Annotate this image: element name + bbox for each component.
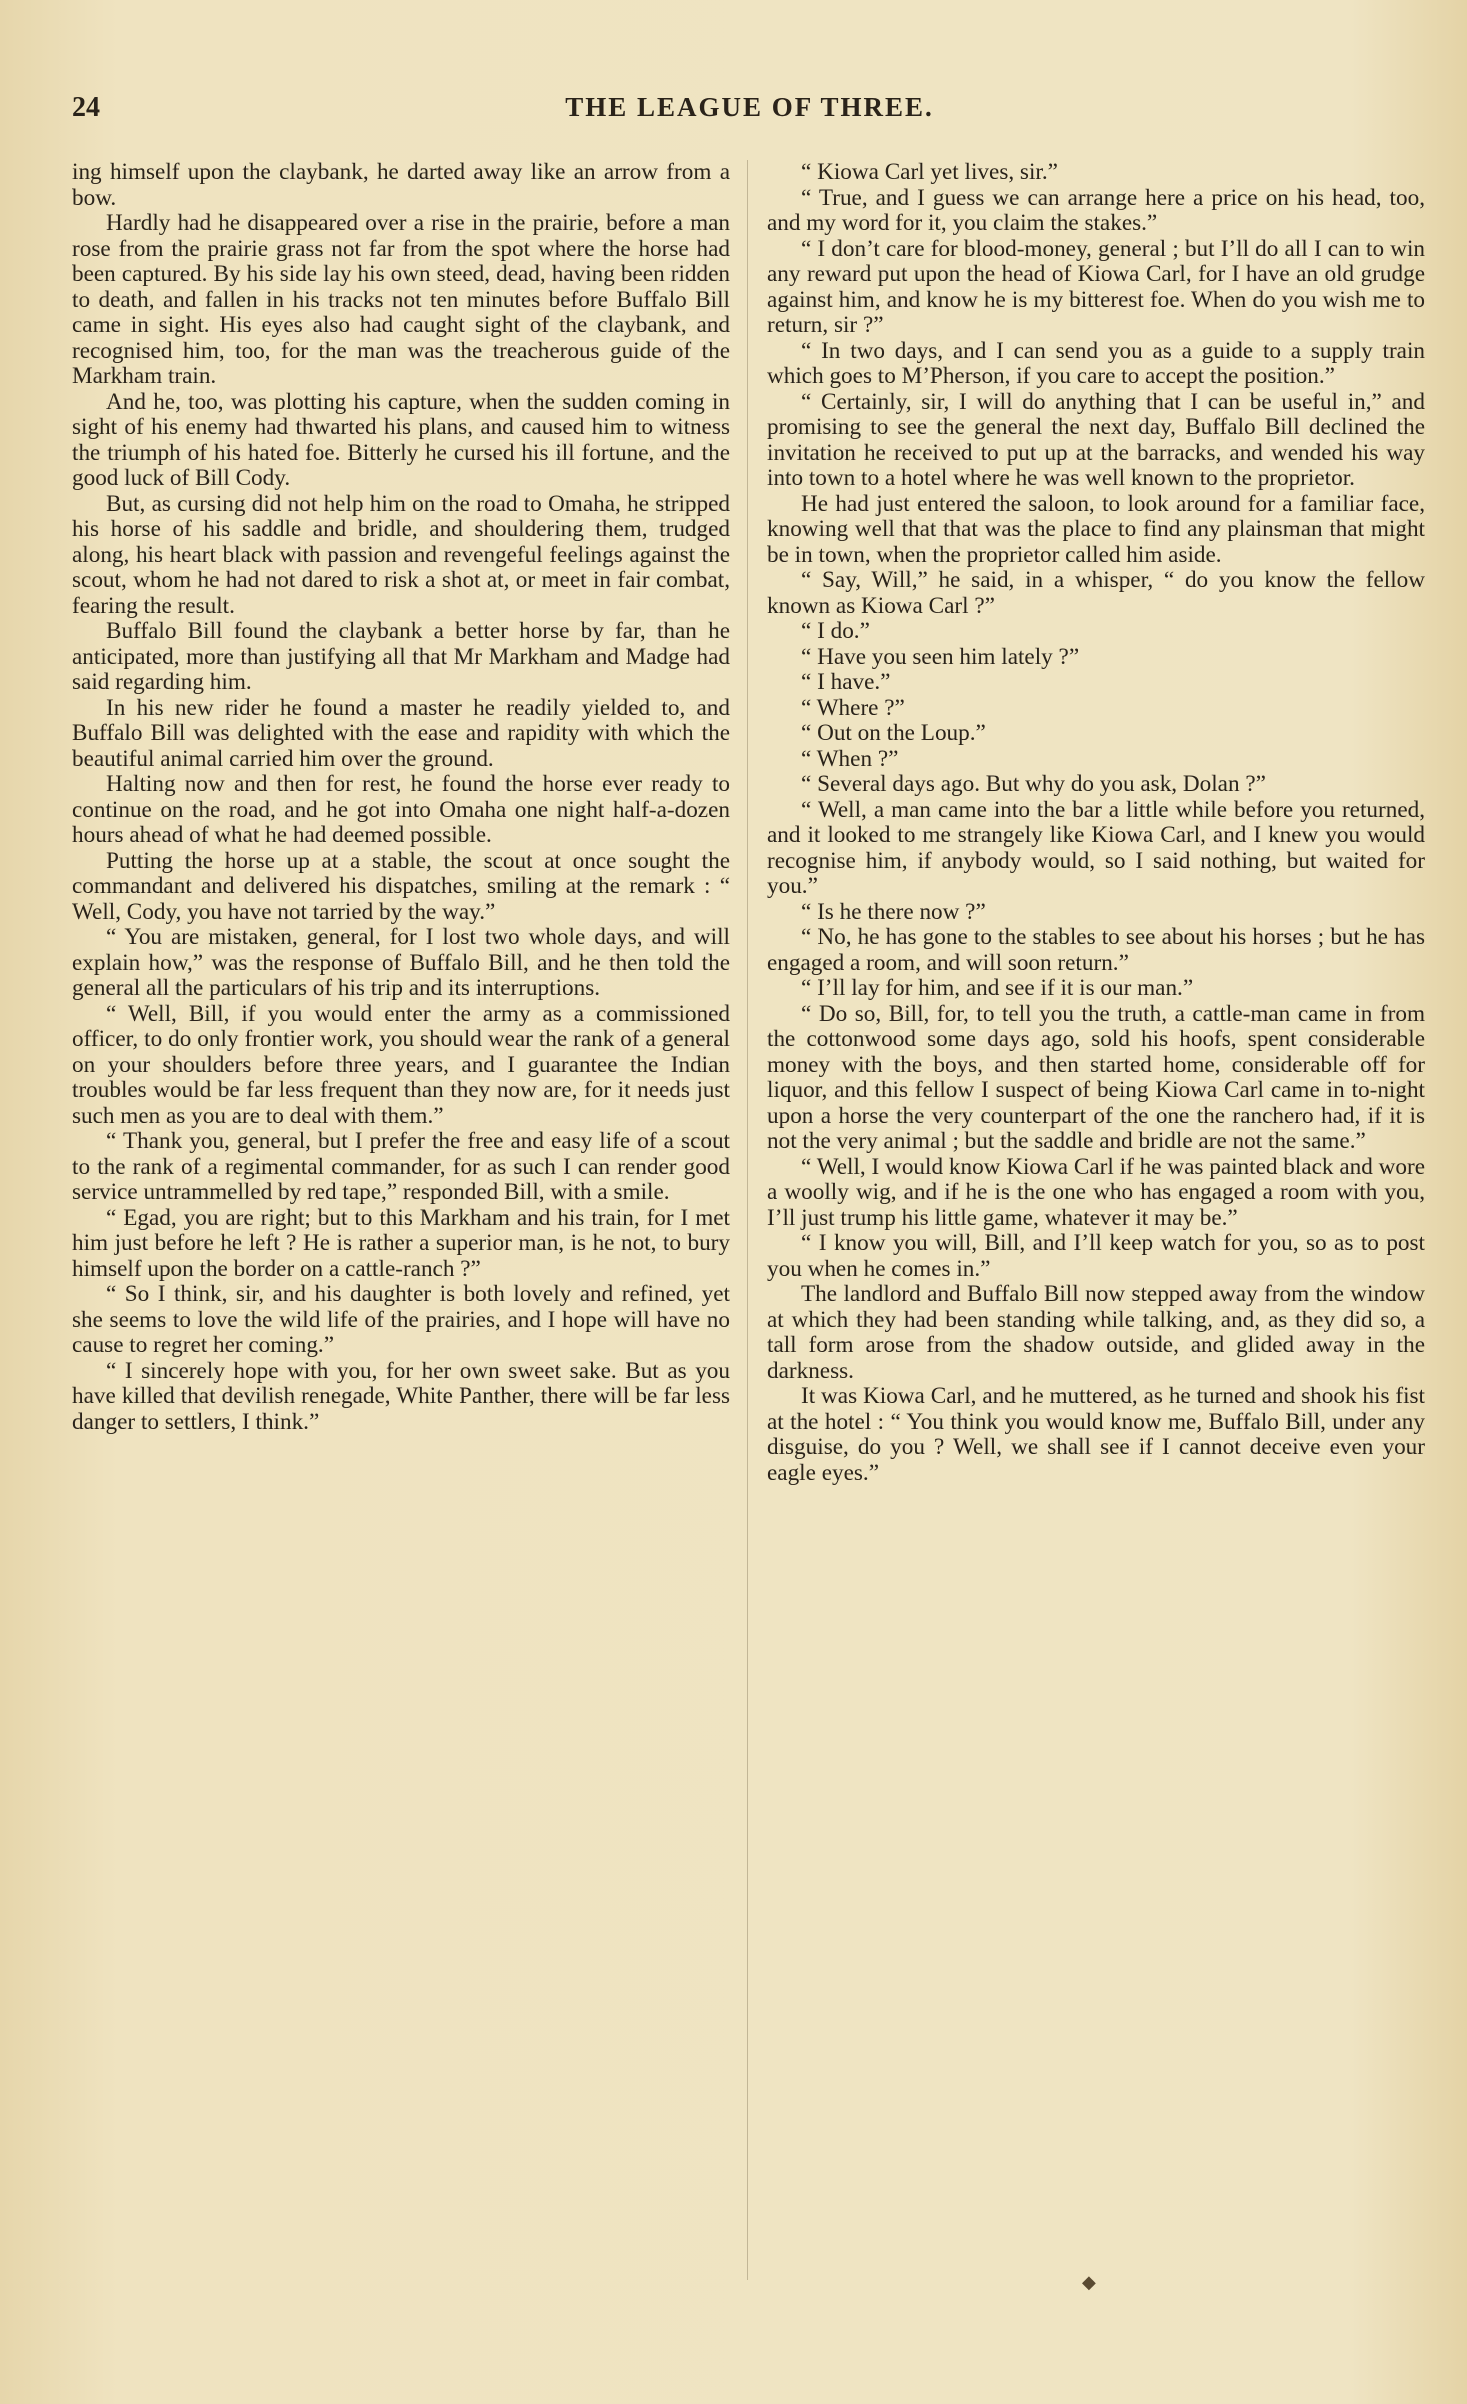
left-column (72, 160, 730, 2310)
paragraph: “ Thank you, general, but I prefer the free and easy life of a scout to the rank of a regimental commander, for as such I can render good service untrammelled by red tape,” responded Bill, with a smile. (72, 1128, 730, 1205)
paragraph: Putting the horse up at a stable, the scout at once sought the commandant and delivered his dispatches, smiling at the remark : “ Well, Cody, you have not tarried by the way.” (72, 847, 730, 925)
paragraph: “ Well, a man came into the bar a little while before you returned, and it looked to me strangely like Kiowa Carl, and I knew you would recognise him, if anybody would, so I said nothing, but waited for you.” (767, 796, 1425, 899)
paragraph: “ Is he there now ?” (801, 898, 986, 925)
end-ornament: ◆ (1082, 2272, 1096, 2293)
paragraph: “ I don’t care for blood-money, general ; but I’ll do all I can to win any reward put upon the head of Kiowa Carl, for I have an old grudge against him, and know he is my bitterest foe. When do you wish me to return, sir ?” (767, 235, 1425, 338)
paragraph: “ True, and I guess we can arrange here a price on his head, too, and my word for it, you claim the stakes.” (767, 184, 1425, 236)
page-header (72, 92, 1427, 132)
paragraph: “ I have.” (801, 669, 891, 695)
paragraph: “ Have you seen him lately ?” (801, 643, 1080, 670)
paragraph: “ I’ll lay for him, and see if it is our man.” (801, 975, 1194, 1001)
paragraph: “ Where ?” (801, 694, 905, 721)
paragraph: ing himself upon the claybank, he darted away like an arrow from a bow. (72, 160, 730, 211)
paragraph: “ Well, I would know Kiowa Carl if he was painted black and wore a woolly wig, and if he is the one who has engaged a room with you, I’ll just trump his little game, whatever it may be.” (767, 1153, 1425, 1231)
paragraph: “ Out on the Loup.” (801, 720, 986, 746)
paragraph: Hardly had he disappeared over a rise in the prairie, before a man rose from the prairie grass not far from the spot where the horse had been captured. By his side lay his own steed, dead, having been ridden to death, and fallen in his tracks not ten minutes before Buffalo Bill came in sight. His eyes also had caught sight of the claybank, and recognised him, too, for the man was the treacherous guide of the Markham train. (72, 210, 730, 389)
paragraph: “ In two days, and I can send you as a guide to a supply train which goes to M’Pherson, if you care to accept the position.” (767, 337, 1425, 389)
paragraph: The landlord and Buffalo Bill now stepped away from the window at which they had been standing while talking, and, as they did so, a tall form arose from the shadow outside, and glided away in the darkness. (767, 1281, 1425, 1384)
paragraph: “ Do so, Bill, for, to tell you the truth, a cattle-man came in from the cottonwood some days ago, sold his hoofs, spent considerable money with the boys, and then started home, considerable off for liquor, and this fellow I suspect of being Kiowa Carl came in to-night upon a horse the very counterpart of the one the ranchero had, if it is not the very animal ; but the saddle and bridle are not the same.” (767, 1000, 1425, 1154)
paragraph: And he, too, was plotting his capture, when the sudden coming in sight of his enemy had thwarted his plans, and caused him to witness the triumph of his hated foe. Bitterly he cursed his ill fortune, and the good luck of Bill Cody. (72, 388, 730, 491)
paragraph: “ Say, Will,” he said, in a whisper, “ do you know the fellow known as Kiowa Carl ?” (767, 567, 1425, 619)
paragraph: He had just entered the saloon, to look around for a familiar face, knowing well that that was the place to find any plainsman that might be in town, when the proprietor called him aside. (767, 490, 1425, 568)
paragraph: But, as cursing did not help him on the road to Omaha, he stripped his horse of his saddle and bridle, and shouldering them, trudged along, his heart black with passion and revengeful feelings against the scout, whom he had not dared to risk a shot at, or meet in fair combat, fearing the result. (72, 490, 730, 619)
right-column (767, 160, 1425, 2310)
paragraph: It was Kiowa Carl, and he muttered, as he turned and shook his fist at the hotel : “ You think you would know me, Buffalo Bill, under any disguise, do you ? Well, we shall see if I cannot deceive even your eagle eyes.” (767, 1383, 1425, 1486)
paragraph: “ Certainly, sir, I will do anything that I can be useful in,” and promising to see the general the next day, Buffalo Bill declined the invitation he received to put up at the barracks, and wended his way into town to a hotel where he was well known to the proprietor. (767, 388, 1425, 491)
paragraph: “ Well, Bill, if you would enter the army as a commissioned officer, to do only frontier work, you should wear the rank of a general on your shoulders before three years, and I guarantee the Indian troubles would be far less frequent than they now are, for it needs just such men as you are to deal with them.” (72, 1000, 730, 1129)
paragraph: “ I do.” (801, 618, 870, 644)
paragraph: “ Kiowa Carl yet lives, sir.” (801, 160, 1058, 185)
paragraph: “ I know you will, Bill, and I’ll keep watch for you, so as to post you when he comes in.” (767, 1230, 1425, 1282)
column-divider (747, 160, 748, 2280)
paragraph: “ Several days ago. But why do you ask, Dolan ?” (801, 771, 1266, 797)
page-number: 24 (72, 92, 100, 123)
paragraph: In his new rider he found a master he readily yielded to, and Buffalo Bill was delighted with the ease and rapidity with which the beautiful animal carried him over the ground. (72, 694, 730, 772)
paragraph: “ No, he has gone to the stables to see about his horses ; but he has engaged a room, and will soon return.” (767, 924, 1425, 976)
paragraph: Buffalo Bill found the claybank a better horse by far, than he anticipated, more than justifying all that Mr Markham and Madge had said regarding him. (72, 618, 730, 695)
running-title: THE LEAGUE OF THREE. (565, 92, 934, 122)
paragraph: “ Egad, you are right; but to this Markham and his train, for I met him just before he left ? He is rather a superior man, is he not, to bury himself upon the border on a cattle-ranch ?” (72, 1204, 730, 1282)
paragraph: “ When ?” (801, 745, 899, 772)
paragraph: “ You are mistaken, general, for I lost two whole days, and will explain how,” was the response of Buffalo Bill, and he then told the general all the particulars of his trip and its interruptions. (72, 924, 730, 1001)
paragraph: “ So I think, sir, and his daughter is both lovely and refined, yet she seems to love the wild life of the prairies, and I hope will have no cause to regret her coming.” (72, 1281, 730, 1358)
paragraph: Halting now and then for rest, he found the horse ever ready to continue on the road, and he got into Omaha one night half-a-dozen hours ahead of what he had deemed possible. (72, 771, 730, 848)
paragraph: “ I sincerely hope with you, for her own sweet sake. But as you have killed that devilish renegade, White Panther, there will be far less danger to settlers, I think.” (72, 1357, 730, 1435)
